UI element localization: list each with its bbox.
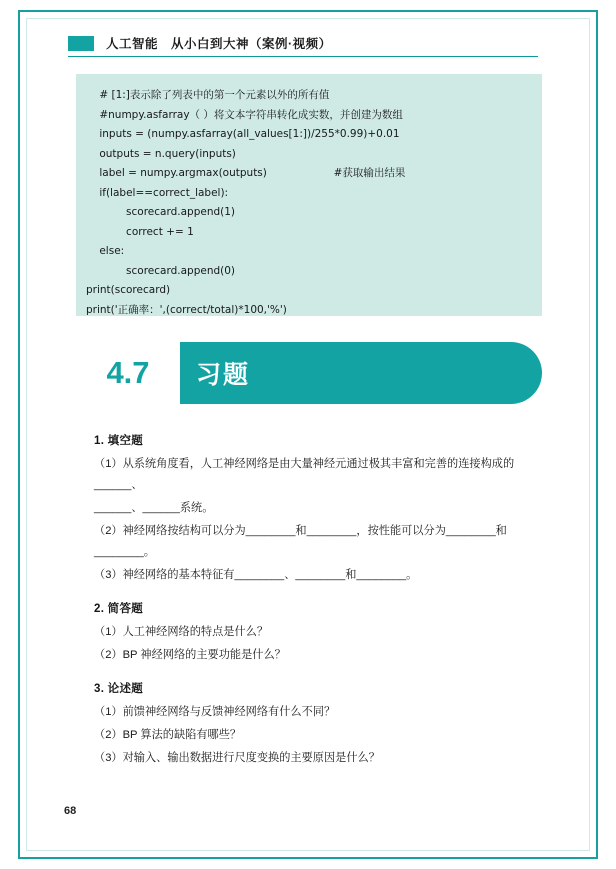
section-title: 习题 (196, 361, 251, 389)
code-line: else: (86, 245, 125, 257)
section-number: 4.7 (106, 355, 150, 390)
exercise-item: （1）从系统角度看，人工神经网络是由大量神经元通过极其丰富和完善的连接构成的______、 (94, 458, 515, 491)
exercise-item: （2）BP 神经网络的主要功能是什么？ (94, 649, 286, 661)
code-line: if(label==correct_label): (86, 186, 229, 199)
page-number: 68 (64, 805, 77, 817)
exercise-item: （2）BP 算法的缺陷有哪些？ (94, 729, 242, 741)
code-line: scorecard.append(1) (86, 206, 236, 218)
exercise-item: （1）前馈神经网络与反馈神经网络有什么不同？ (94, 706, 336, 718)
exercise-heading: 2. 简答题 (94, 603, 144, 615)
code-block (76, 74, 542, 316)
exercise-item: （3）对输入、输出数据进行尺度变换的主要原因是什么？ (94, 752, 380, 764)
code-line: inputs = (numpy.asfarray(all_values[1:])/255*0.99)+0.01 (86, 128, 400, 140)
code-line: print('正确率：',(correct/total)*100,'%') (86, 303, 287, 316)
section-banner (76, 342, 542, 404)
header-mark-icon (68, 36, 94, 51)
code-line: correct += 1 (86, 225, 194, 238)
exercise-item: （1）人工神经网络的特点是什么？ (94, 626, 269, 638)
code-line: label = numpy.argmax(outputs) #获取输出结果 (86, 167, 406, 179)
exercise-group (94, 600, 534, 666)
exercise-group (94, 680, 534, 769)
exercise-item: （3）神经网络的基本特征有________、________和________。 (94, 569, 418, 581)
exercise-item: ______、______系统。 (94, 502, 214, 514)
exercise-heading: 3. 论述题 (94, 683, 144, 695)
exercise-item: （2）神经网络按结构可以分为________和________，按性能可以分为________和________。 (94, 525, 507, 558)
code-line: print(scorecard) (86, 284, 171, 296)
exercise-heading: 1. 填空题 (94, 435, 144, 447)
code-line: scorecard.append(0) (86, 264, 236, 277)
section-number-box (76, 342, 180, 404)
exercise-group (94, 432, 534, 586)
exercises-list (94, 432, 534, 771)
code-line: # [1:]表示除了列表中的第一个元素以外的所有值 (86, 89, 330, 101)
code-line: #numpy.asfarray（ ）将文本字符串转化成实数，并创建为数组 (86, 108, 403, 121)
header-title: 人工智能 从小白到大神（案例·视频） (106, 37, 332, 51)
code-line: outputs = n.query(inputs) (86, 147, 236, 160)
page-header (68, 30, 538, 57)
